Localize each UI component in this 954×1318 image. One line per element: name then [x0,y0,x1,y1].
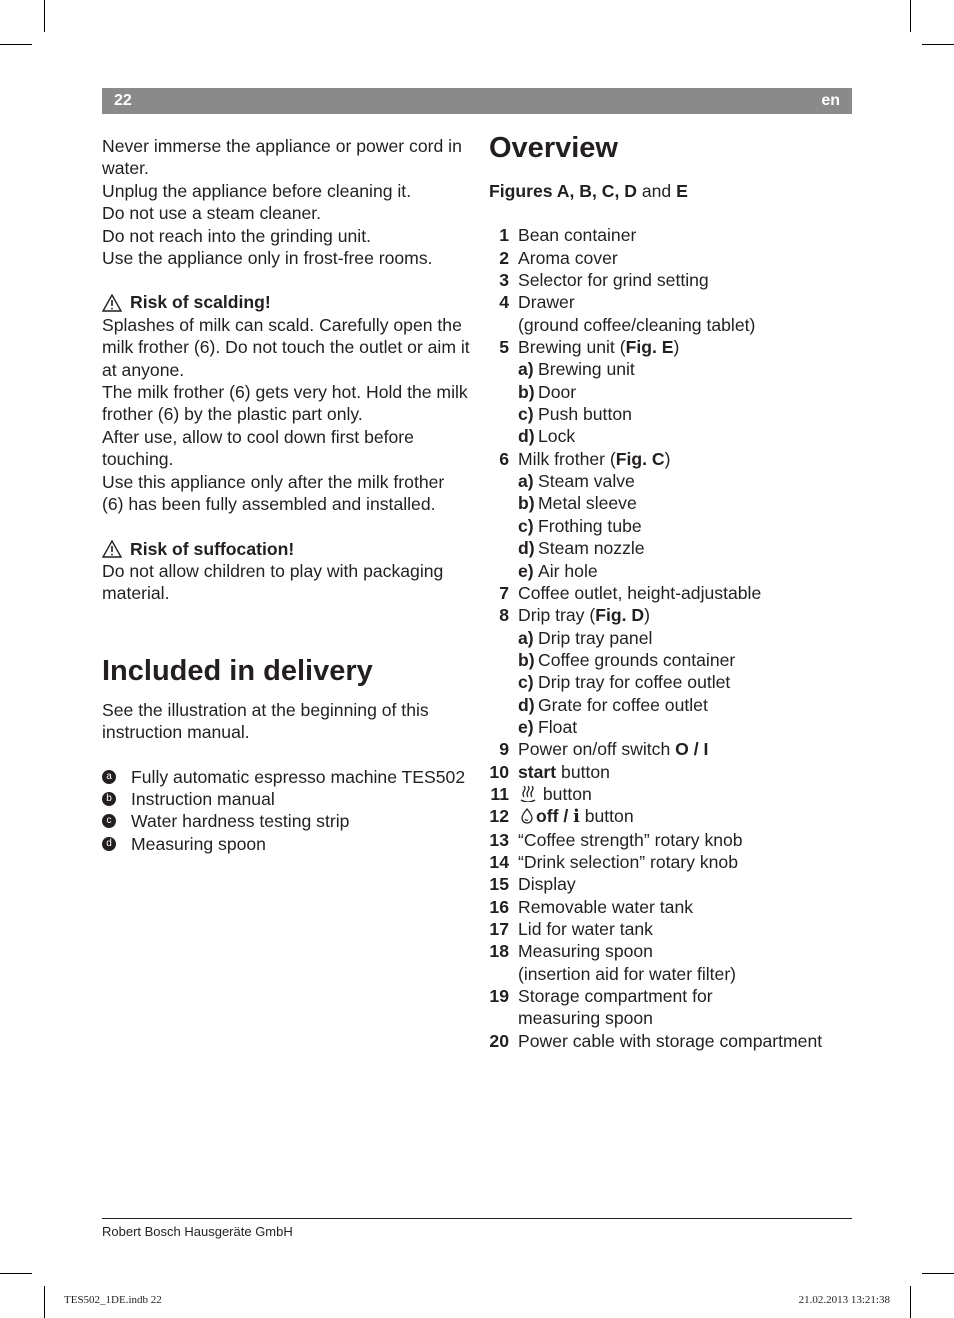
page-number: 22 [114,92,132,109]
included-intro: See the illustration at the beginning of this instruction manual. [102,699,429,743]
item-text [518,985,713,1030]
item-number: 19 [489,986,509,1007]
overview-item [489,851,854,873]
overview-item [489,247,854,269]
overview-subitem [518,403,854,425]
overview-subitem [518,515,854,537]
overview-item [489,896,854,918]
slug-date: 21.02.2013 13:21:38 [798,1294,890,1306]
item-text [518,761,610,783]
overview-subitem [518,425,854,447]
scald-warning-title: Risk of scalding! [130,292,271,313]
scald-line: Splashes of milk can scald. Carefully open the milk frother (6). Do not touch the outlet or aim it at anyone. [102,314,470,380]
item-text: Selector for grind setting [518,270,709,291]
sub-letter: d) [518,426,535,447]
crop-mark [0,1273,32,1274]
footer-company: Robert Bosch Hausgeräte GmbH [102,1224,293,1239]
overview-item [489,805,854,828]
item-text-end: ) [673,337,680,358]
item-number: 9 [499,739,509,760]
item-number: 15 [489,874,509,895]
sub-letter: d) [518,538,535,559]
suffocation-text: Do not allow children to play with packaging material. [102,560,444,604]
suffocation-warning-heading [102,538,470,560]
item-text: “Coffee strength” rotary knob [518,829,743,850]
list-item [102,788,470,810]
item-text-end: ) [664,448,671,469]
item-text [518,805,634,828]
language-code: en [821,92,840,109]
item-number: 1 [499,225,509,246]
left-column [102,135,470,855]
item-number: 4 [499,292,509,313]
list-item [102,810,470,832]
off-label: off / [536,806,574,827]
safety-line: Do not use a steam cleaner. [102,203,322,224]
overview-subitem [518,381,854,403]
crop-mark [44,1286,45,1318]
overview-subitem [518,537,854,559]
item-text-line: Measuring spoon [518,941,653,962]
overview-item [489,604,854,626]
item-text [518,738,708,760]
overview-item [489,873,854,895]
sub-letter: a) [518,471,534,492]
item-text-start: Power on/off switch [518,739,676,760]
sub-text: Door [538,381,577,402]
included-list [102,766,470,856]
overview-subitem [518,470,854,492]
letter-badge: b [102,792,116,806]
item-text [518,336,679,358]
crop-mark [910,0,911,32]
item-number: 18 [489,941,509,962]
fig-ref: Fig. D [595,605,645,626]
sub-text: Grate for coffee outlet [538,694,708,715]
item-text-end: button [538,783,592,804]
item-text [518,783,592,805]
item-text: Lid for water tank [518,919,653,939]
sub-text: Air hole [538,560,598,581]
sub-letter: b) [518,649,535,670]
page-header [102,88,852,114]
sub-text: Drip tray panel [538,627,653,648]
item-text-end: button [579,806,634,827]
item-number: 17 [489,919,509,939]
overview-subitem [518,649,854,671]
item-number: 14 [489,851,509,872]
overview-item [489,918,854,940]
overview-item [489,269,854,291]
sub-text: Push button [538,404,632,425]
warning-triangle-icon [102,294,122,312]
footer-rule [102,1218,852,1219]
crop-mark [922,44,954,45]
sub-letter: c) [518,515,534,536]
item-number: 16 [489,896,509,917]
fig-ref: Fig. C [615,448,665,469]
crop-mark [910,1286,911,1318]
safety-line: Do not reach into the grinding unit. [102,225,371,246]
steam-icon [518,786,538,802]
sub-letter: d) [518,694,535,715]
item-text [518,448,671,470]
list-item [102,833,470,855]
overview-item [489,336,854,358]
included-heading: Included in delivery [102,654,373,687]
overview-item [489,985,854,1030]
list-item-text: Instruction manual [131,788,275,809]
item-text-line: (insertion aid for water filter) [518,963,737,984]
item-text-line: measuring spoon [518,1008,653,1029]
safety-line: Use the appliance only in frost-free rooms. [102,248,433,269]
list-item-text: Measuring spoon [131,833,266,854]
sub-letter: b) [518,493,535,514]
item-text: Power cable with storage compartment [518,1030,823,1051]
sub-letter: c) [518,404,534,425]
list-item [102,766,470,788]
item-text [518,291,755,336]
info-symbol: i [573,806,580,828]
sub-text: Metal sleeve [538,493,637,514]
item-number: 7 [499,582,509,603]
sub-letter: a) [518,627,534,648]
sub-text: Steam valve [538,471,635,492]
crop-mark [0,44,32,45]
scald-line: Use this appliance only after the milk frother (6) has been fully assembled and installed. [102,471,445,515]
item-text: Removable water tank [518,896,694,917]
overview-subitem [518,694,854,716]
overview-item [489,829,854,851]
overview-item [489,783,854,805]
sub-letter: e) [518,560,534,581]
item-text-line: Drawer [518,292,575,313]
overview-item [489,761,854,783]
warning-triangle-icon [102,540,122,558]
figures-and: and [641,181,672,201]
sub-letter: e) [518,716,534,737]
figures-reference [489,180,854,202]
letter-badge: a [102,770,116,784]
item-text-end: ) [644,605,650,626]
slug-file: TES502_1DE.indb 22 [64,1294,162,1306]
item-text-end: button [556,761,610,782]
letter-badge: d [102,837,116,851]
sub-text: Lock [538,426,576,447]
sub-text: Coffee grounds container [538,649,736,670]
overview-item [489,448,854,470]
item-text: Display [518,874,576,895]
list-item-text: Fully automatic espresso machine TES502 [131,766,466,787]
item-text-line: Storage compartment for [518,986,713,1007]
scald-warning-heading [102,291,470,313]
item-number: 3 [499,270,509,291]
power-switch-symbol: O / I [675,739,709,760]
overview-item [489,291,854,336]
crop-mark [922,1273,954,1274]
overview-item [489,1030,854,1052]
item-text [518,604,650,626]
sub-text: Brewing unit [538,359,635,380]
right-column [489,130,854,1052]
sub-letter: b) [518,381,535,402]
sub-text: Steam nozzle [538,538,645,559]
safety-line: Never immerse the appliance or power cord in water. [102,136,462,179]
sub-text: Drip tray for coffee outlet [538,672,731,693]
item-number: 8 [499,605,509,626]
item-number: 11 [490,783,509,804]
descale-icon [518,808,536,824]
item-number: 5 [499,337,509,358]
item-text: Coffee outlet, height-adjustable [518,582,762,603]
item-text: “Drink selection” rotary knob [518,851,738,872]
overview-item [489,224,854,246]
overview-subitem [518,358,854,380]
safety-line: Unplug the appliance before cleaning it. [102,180,412,201]
scald-line: The milk frother (6) gets very hot. Hold the milk frother (6) by the plastic part only. [102,382,468,425]
sub-letter: c) [518,672,534,693]
overview-subitem [518,627,854,649]
item-number: 10 [489,761,509,782]
sub-text: Float [538,716,578,737]
fig-ref: Fig. E [625,337,674,358]
item-text-line: (ground coffee/cleaning tablet) [518,314,756,335]
figures-last: E [676,181,688,201]
crop-mark [44,0,45,32]
overview-heading: Overview [489,132,618,164]
overview-item [489,582,854,604]
sub-text: Frothing tube [538,515,642,536]
suffocation-warning-title: Risk of suffocation! [130,538,295,559]
letter-badge: c [102,814,116,828]
item-text: Bean container [518,225,637,246]
item-text [518,940,736,985]
item-text-start: Brewing unit ( [518,337,626,358]
item-text-start: Drip tray ( [518,605,596,626]
start-label: start [518,761,557,782]
item-number: 12 [489,806,509,827]
item-text-start: Milk frother ( [518,448,616,469]
sub-letter: a) [518,359,534,380]
overview-subitem [518,492,854,514]
item-number: 13 [489,829,509,850]
overview-item [489,738,854,760]
item-number: 20 [489,1030,509,1051]
item-number: 6 [499,448,509,469]
overview-subitem [518,560,854,582]
overview-subitem [518,671,854,693]
scald-line: After use, allow to cool down first before touching. [102,426,414,470]
overview-item [489,940,854,985]
overview-subitem [518,716,854,738]
item-text: Aroma cover [518,247,618,268]
item-number: 2 [499,247,509,268]
figures-label: Figures A, B, C, D [489,181,637,201]
list-item-text: Water hardness testing strip [131,811,350,832]
